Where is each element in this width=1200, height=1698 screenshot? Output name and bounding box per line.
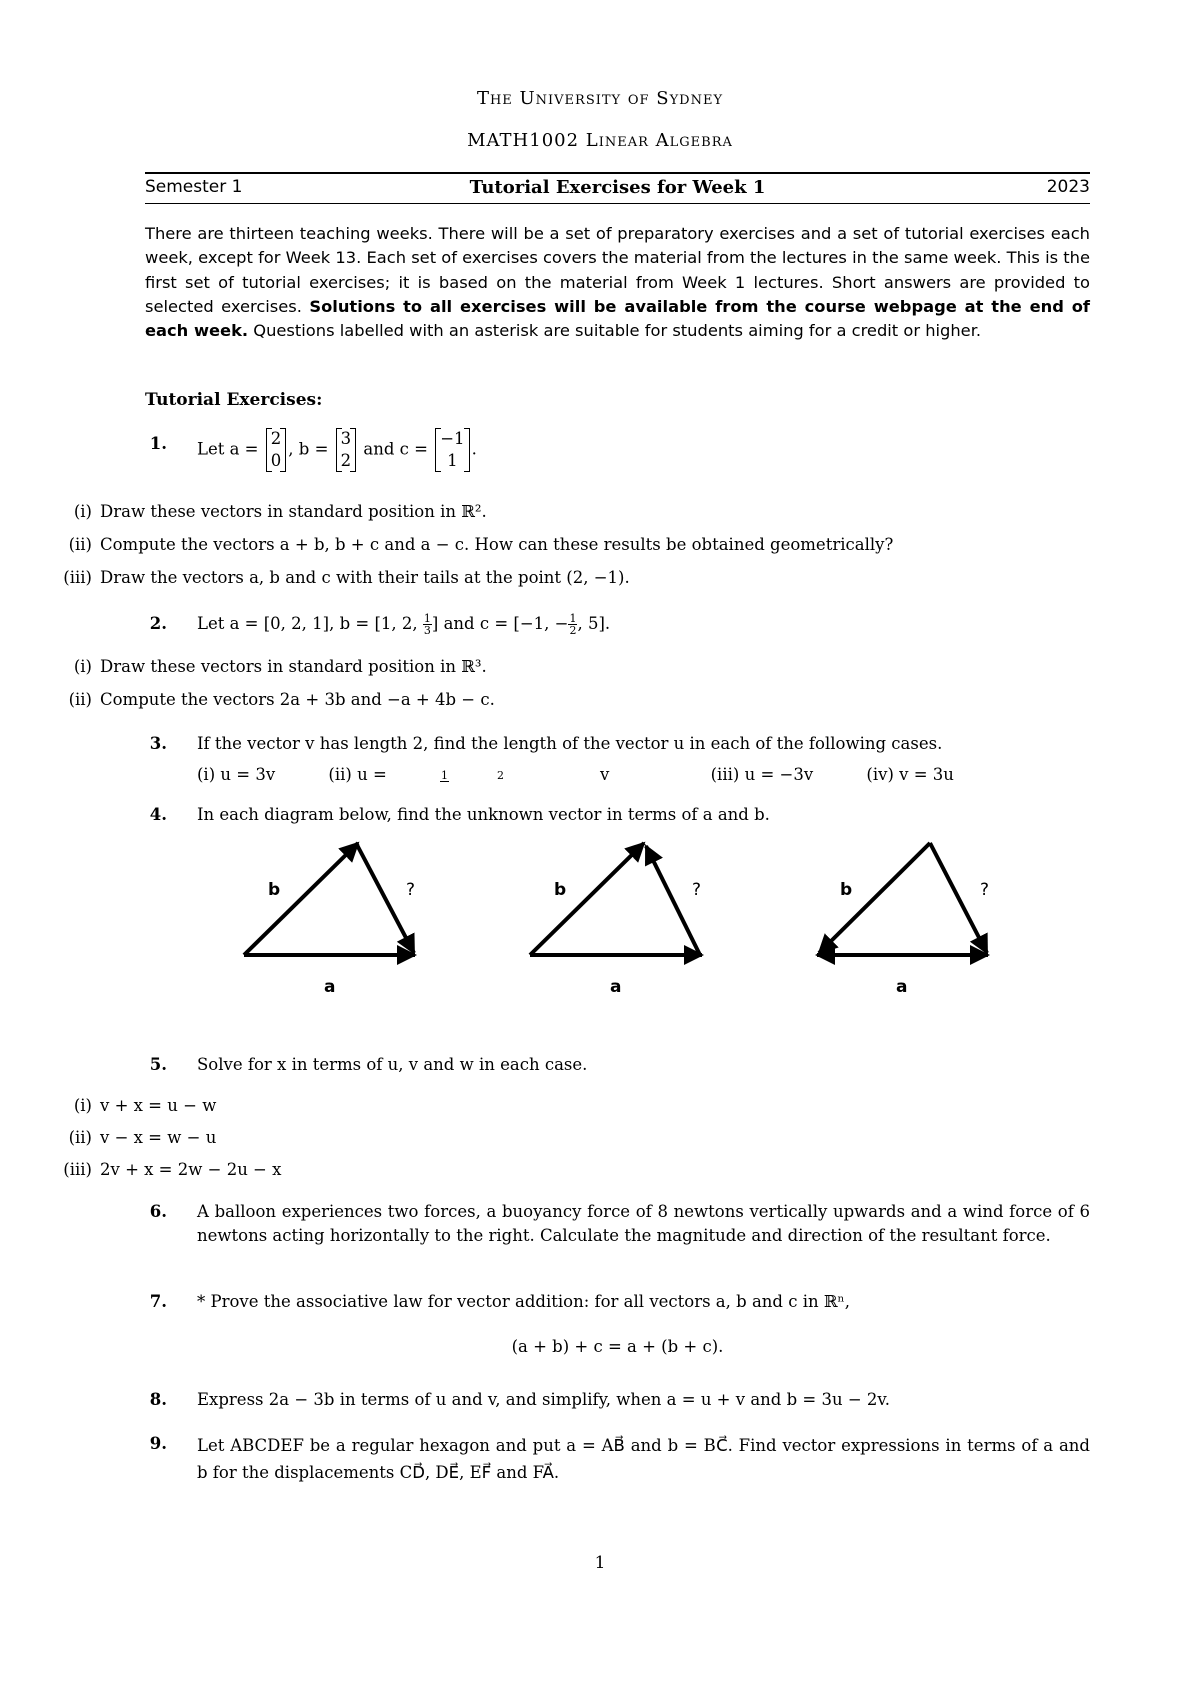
question-number: 9. [149,1434,167,1453]
document-page: The University of Sydney MATH1002 Linear Algebra Semester 1 Tutorial Exercises for Week 1 2023 There are thirteen teaching weeks. There will be a set of preparatory exercises and a set of tutorial exercises each week, except for Week 13. Each set of exercises covers the material from the lectures in the same week. This is the first set of tutorial exercises; it is based on the material from Week 1 lectures. Short answers are provided to selected exercises. Solutions to all exercises will be available from the course webpage at the end of each week. Questions labelled with an asterisk are suitable for students aiming for a credit or higher. Tutorial Exercises: 1. Let a = 2 0, b = 3 2 and c = −1 1. (i) Draw these vectors in standard position in ℝ². (ii) Compute the vectors a + b, b + c and a − c. How can these results be obtained geometrically? (iii) Draw the vectors a, b and c with their tails at the point (2, −1). 2. Let a = [0, 2, 1], b = [1, 2, $\frac{1}{3}$ ] and c = [−1, − $\frac{1}{2}$ , 5]. (i) Draw these vectors in standard position in ℝ³. (ii) Compute the vectors 2a + 3b and −a + 4b − c. 3. If the vector v has length 2, find the length of the vector u in each of the following cases. (i) u = 3v (ii) u = 1 2 v (iii) u = −3v (iv) v = 3u 4. In each diagram below, find the unknown vector in terms of a and b. b ? a b ? a b ? a 5. Solve for x in terms of u, v and w in each case. (i) v + x = u − w (ii) v − x = w − u (iii) 2v + x = 2w − 2u − x 6. A balloon experiences two forces, a buoyancy force of 8 newtons vertically upwards and a wind force of 6 newtons acting horizontally to the right. Calculate the magnitude and direction of the resultant force. 7. * Prove the associative law for vector addition: for all vectors a, b and c in ℝⁿ, (a + b) + c = a + (b + c). 8. Express 2a − 3b in terms of u and v, and simplify, when a = u + v and b = 3u − 2v. 9. Let ABCDEF be a regular hexagon and put a = AB⃗ and b = BC⃗. Find vector expressions in terms of a and b for the displacements CD⃗, DE⃗, EF⃗ and FA⃗. 1 [0,0,1200,1698]
arrow-b [530,843,644,955]
arrow-b [819,843,930,953]
label-b: b [268,880,281,900]
semester-label: Semester 1 [145,177,243,197]
label-a: a [324,977,336,997]
arrow-b [244,843,358,955]
fraction: $\frac{1}{2}$ [569,612,577,637]
question-number: 5. [149,1055,167,1074]
label-unknown: ? [980,880,990,900]
question-number: 1. [149,434,167,453]
intro-text: There are thirteen teaching weeks. There will be a set of preparatory exercises and a set of tutorial exercises each week, except for Week 13. Each set of exercises covers the material from the lectures in the same week. This is the first set of tutorial exercises; it is based on the material from Week 1 lectures. Short answers are provided to selected exercises. [145,224,1090,316]
question-number: 8. [149,1390,167,1409]
fraction: 1 2 [441,768,505,782]
page-number: 1 [594,1553,606,1573]
tutorial-heading: Tutorial Exercises: [145,390,323,410]
question-number: 2. [149,614,167,633]
year-label: 2023 [1046,177,1090,197]
course-title: MATH1002 Linear Algebra [467,130,733,151]
arrow-unknown [646,846,700,955]
label-unknown: ? [406,880,416,900]
question-number: 3. [149,734,167,753]
diagram-1 [244,843,415,997]
question-number: 7. [149,1292,167,1311]
q1-c-lead: and c = [363,439,428,459]
question-number: 6. [149,1202,167,1221]
label-b: b [840,880,853,900]
label-a: a [610,977,622,997]
label-b: b [554,880,567,900]
label-unknown: ? [692,880,702,900]
question-number: 4. [149,805,167,824]
diagram-2 [530,843,702,997]
q1-lead: Let a = [197,439,259,459]
university-name: The University of Sydney [476,88,724,109]
page-title: Tutorial Exercises for Week 1 [469,177,766,198]
vector-c-matrix: −1 1 [435,428,469,472]
q1-b-lead: , b = [288,439,329,459]
vector-a-matrix: 2 0 [266,428,287,472]
associative-law-equation: (a + b) + c = a + (b + c). [511,1337,724,1356]
fraction: $\frac{1}{3}$ [423,612,431,637]
intro-bold: Solutions to all exercises will be available from the course webpage at the end of each week. [145,296,1090,341]
diagram-3 [817,843,989,997]
intro-tail: Questions labelled with an asterisk are suitable for students aiming for a credit or higher. [248,321,982,341]
vector-b-matrix: 3 2 [336,428,357,472]
label-a: a [896,977,908,997]
arrow-unknown [930,843,990,953]
